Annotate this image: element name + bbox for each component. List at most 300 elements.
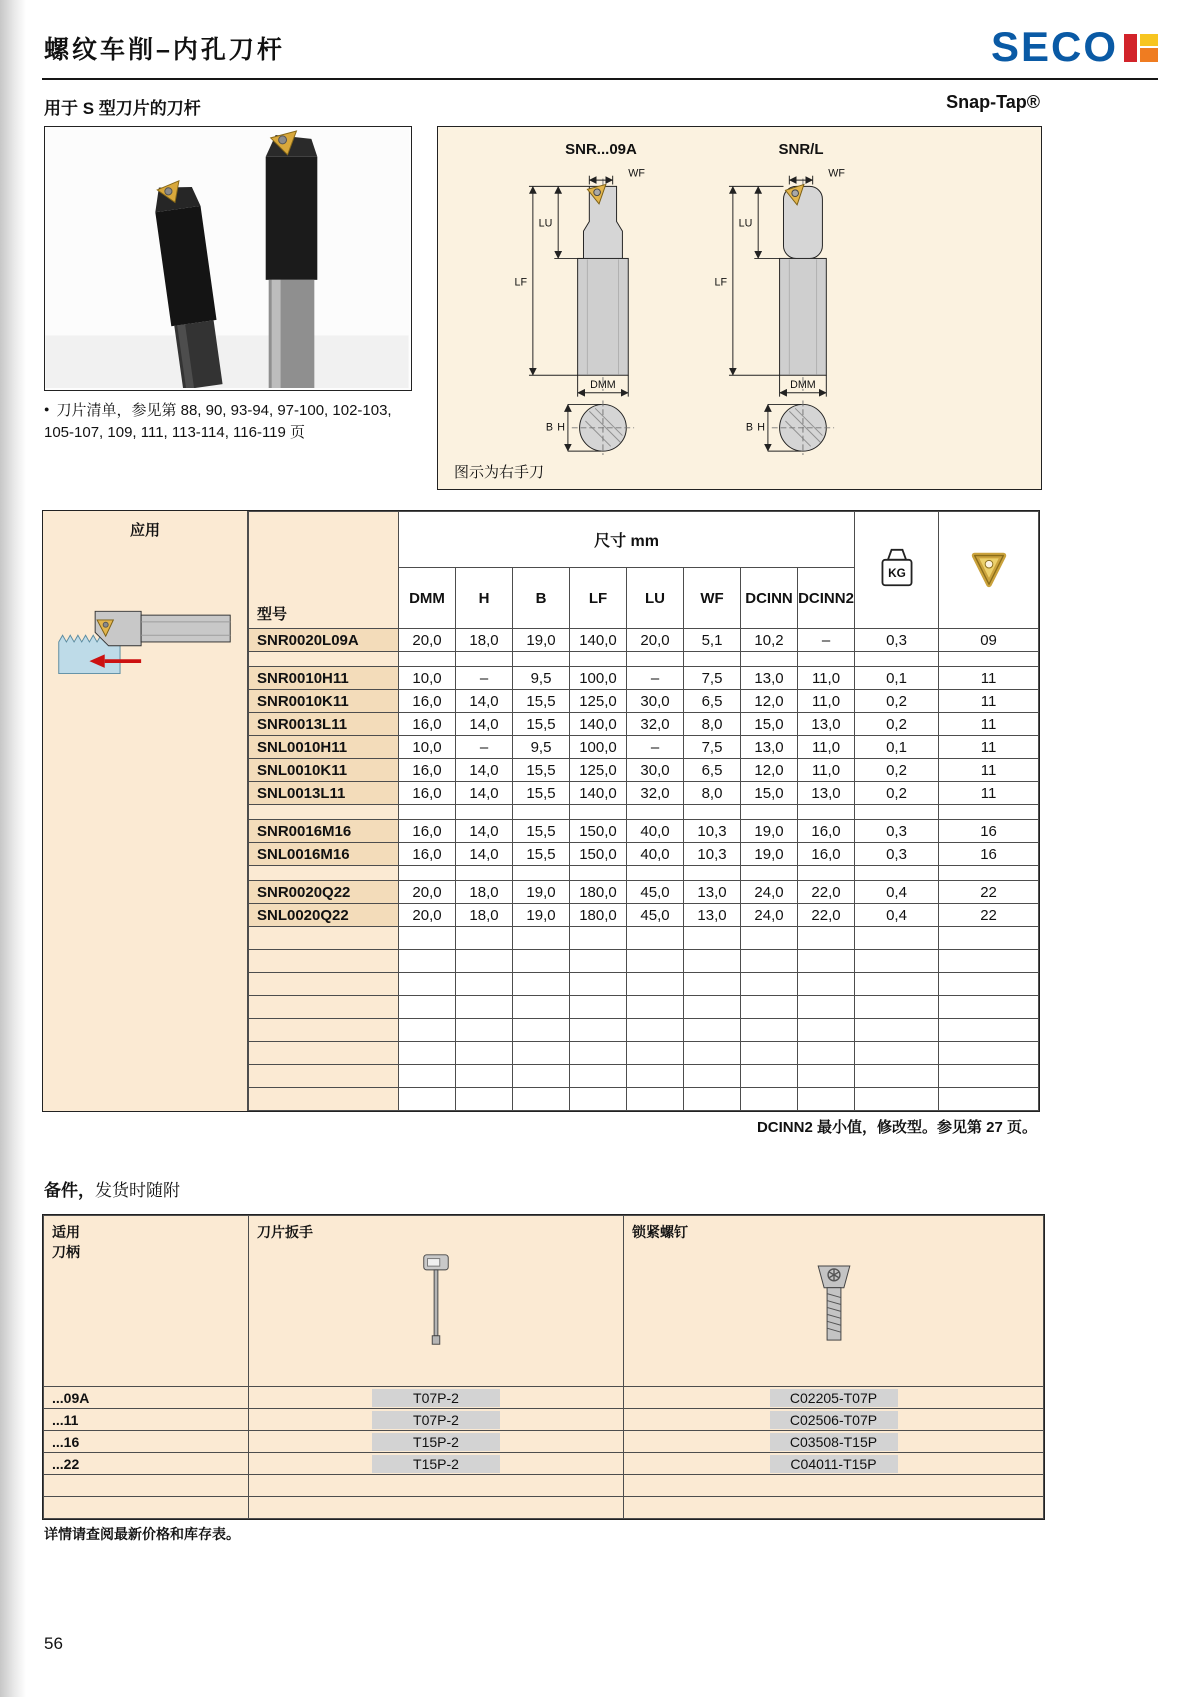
dim-cell	[939, 1042, 1039, 1065]
dim-cell	[513, 805, 570, 820]
model-cell	[249, 805, 399, 820]
dim-cell	[513, 973, 570, 996]
tool-drawing-left	[501, 165, 701, 457]
dim-cell	[741, 927, 798, 950]
dim-cell: 13,0	[684, 881, 741, 904]
dim-cell	[798, 1042, 855, 1065]
insert-size-cell: 11	[939, 690, 1039, 713]
weight-cell: 0,2	[855, 759, 939, 782]
dim-cell	[570, 973, 627, 996]
model-cell	[249, 996, 399, 1019]
insert-size-cell: 11	[939, 782, 1039, 805]
model-cell: SNR0010K11	[249, 690, 399, 713]
insert-size-cell: 22	[939, 881, 1039, 904]
model-cell	[249, 927, 399, 950]
dim-cell: 13,0	[684, 904, 741, 927]
dim-cell: 10,2	[741, 629, 798, 652]
weight-cell: 0,2	[855, 690, 939, 713]
dim-cell	[399, 1088, 456, 1111]
dim-cell	[627, 866, 684, 881]
empty-row	[249, 973, 1039, 996]
holder-column-header	[44, 1216, 249, 1387]
dim-cell	[513, 996, 570, 1019]
dim-cell	[855, 996, 939, 1019]
footer-note: 详情请查阅最新价格和库存表。	[44, 1526, 240, 1542]
dim-cell: 30,0	[627, 690, 684, 713]
empty-row	[249, 996, 1039, 1019]
boring-bars-photo	[45, 127, 409, 388]
dim-cell	[855, 1065, 939, 1088]
insert-size-cell: 11	[939, 736, 1039, 759]
dim-cell	[684, 1065, 741, 1088]
insert-size-cell: 11	[939, 713, 1039, 736]
table-row	[249, 904, 1039, 927]
dim-cell	[513, 927, 570, 950]
accessory-empty-row	[44, 1475, 1044, 1497]
model-cell	[249, 1088, 399, 1111]
dim-cell: 24,0	[741, 881, 798, 904]
dim-cell: 9,5	[513, 667, 570, 690]
dim-cell	[627, 996, 684, 1019]
dim-cell: 14,0	[456, 759, 513, 782]
dim-cell	[741, 652, 798, 667]
accessories-title	[44, 1176, 180, 1201]
dim-cell	[570, 1065, 627, 1088]
weight-cell: 0,3	[855, 629, 939, 652]
holder-cell	[44, 1497, 249, 1519]
dim-cell	[456, 996, 513, 1019]
dim-label-dmm: DMM	[790, 378, 816, 391]
insert-size-cell: 09	[939, 629, 1039, 652]
dim-cell: 45,0	[627, 904, 684, 927]
dim-cell: –	[627, 667, 684, 690]
dim-cell: 8,0	[684, 782, 741, 805]
dim-cell: 8,0	[684, 713, 741, 736]
model-cell	[249, 1019, 399, 1042]
accessory-row	[44, 1453, 1044, 1475]
dim-cell	[399, 996, 456, 1019]
wrench-code: T07P-2	[372, 1389, 500, 1407]
application-drawing	[53, 603, 235, 679]
weight-cell: 0,3	[855, 820, 939, 843]
col-header-dcinn2: DCINN2	[798, 568, 855, 629]
dim-cell	[570, 996, 627, 1019]
model-cell: SNR0020L09A	[249, 629, 399, 652]
dim-cell	[684, 1019, 741, 1042]
dim-cell: 140,0	[570, 713, 627, 736]
dim-cell	[399, 805, 456, 820]
dim-label-b: B	[745, 421, 753, 434]
page-number: 56	[44, 1634, 63, 1653]
tool-drawing-right	[701, 165, 901, 457]
dim-cell: 15,0	[741, 713, 798, 736]
dim-cell: 125,0	[570, 690, 627, 713]
wrench-code: T07P-2	[372, 1411, 500, 1429]
screw-cell	[624, 1475, 1044, 1497]
dim-cell	[513, 1019, 570, 1042]
dim-cell: 20,0	[627, 629, 684, 652]
dim-cell	[939, 927, 1039, 950]
dim-cell: 18,0	[456, 904, 513, 927]
dim-cell: 13,0	[798, 782, 855, 805]
empty-row	[249, 1088, 1039, 1111]
wrench-header-label: 刀片扳手	[257, 1224, 313, 1240]
dim-cell	[456, 1019, 513, 1042]
dim-cell: 140,0	[570, 782, 627, 805]
dim-cell: 22,0	[798, 881, 855, 904]
dim-cell	[570, 866, 627, 881]
accessory-row	[44, 1387, 1044, 1409]
dim-cell: 40,0	[627, 843, 684, 866]
dim-cell: 18,0	[456, 629, 513, 652]
dim-cell	[741, 866, 798, 881]
dim-cell	[798, 973, 855, 996]
bullet-icon: ●	[44, 404, 50, 414]
dim-cell: 100,0	[570, 667, 627, 690]
dim-cell: 16,0	[399, 782, 456, 805]
accessories-title-rest: 发货时随附	[95, 1181, 180, 1200]
kg-weight-icon	[877, 547, 917, 589]
dim-cell: 20,0	[399, 629, 456, 652]
dim-cell	[939, 1065, 1039, 1088]
dim-cell	[513, 950, 570, 973]
dim-cell: 16,0	[399, 820, 456, 843]
dim-cell: 15,5	[513, 782, 570, 805]
dim-cell: 22,0	[798, 904, 855, 927]
dim-cell: 7,5	[684, 667, 741, 690]
empty-row	[249, 950, 1039, 973]
dim-cell: 10,3	[684, 843, 741, 866]
dim-cell: 180,0	[570, 904, 627, 927]
col-header-dcinn: DCINN	[741, 568, 798, 629]
dim-cell: 12,0	[741, 690, 798, 713]
dim-cell	[513, 866, 570, 881]
dim-cell	[855, 927, 939, 950]
dim-label-h: H	[757, 421, 765, 434]
dim-cell: 32,0	[627, 782, 684, 805]
dim-cell	[798, 996, 855, 1019]
dim-cell	[684, 1042, 741, 1065]
dim-cell: 9,5	[513, 736, 570, 759]
spacer-row	[249, 866, 1039, 881]
spacer-row	[249, 805, 1039, 820]
dim-cell	[456, 927, 513, 950]
insert-size-cell: 16	[939, 820, 1039, 843]
dim-cell: 40,0	[627, 820, 684, 843]
accessory-row	[44, 1431, 1044, 1453]
dim-cell	[513, 1065, 570, 1088]
dim-cell	[741, 996, 798, 1019]
dim-cell: 10,0	[399, 736, 456, 759]
dim-cell	[855, 1088, 939, 1111]
product-family-label: Snap-Tap®	[946, 92, 1040, 112]
insert-size-cell: 22	[939, 904, 1039, 927]
dim-cell: 16,0	[399, 690, 456, 713]
dim-cell	[939, 1019, 1039, 1042]
dim-cell: 14,0	[456, 713, 513, 736]
section-subtitle: 用于 S 型刀片的刀杆	[44, 99, 201, 118]
dim-cell	[399, 927, 456, 950]
model-column-header	[249, 512, 399, 629]
dim-cell	[939, 1088, 1039, 1111]
screw-cell	[624, 1497, 1044, 1519]
dim-cell: 150,0	[570, 820, 627, 843]
dim-cell: 20,0	[399, 904, 456, 927]
model-cell: SNL0013L11	[249, 782, 399, 805]
dim-cell	[684, 927, 741, 950]
dim-cell: 19,0	[513, 629, 570, 652]
wrench-cell	[249, 1453, 624, 1475]
screw-code: C02205-T07P	[770, 1389, 898, 1407]
table-row	[249, 667, 1039, 690]
table-row	[249, 690, 1039, 713]
dim-cell	[456, 973, 513, 996]
dim-cell	[570, 805, 627, 820]
dim-cell	[570, 652, 627, 667]
wrench-code: T15P-2	[372, 1455, 500, 1473]
dim-cell: 15,5	[513, 759, 570, 782]
model-cell	[249, 1065, 399, 1088]
model-cell: SNL0016M16	[249, 843, 399, 866]
accessory-empty-row	[44, 1497, 1044, 1519]
weight-cell: 0,4	[855, 881, 939, 904]
empty-row	[249, 927, 1039, 950]
dim-cell	[939, 805, 1039, 820]
dim-cell	[798, 805, 855, 820]
dim-cell: 140,0	[570, 629, 627, 652]
dim-cell	[684, 652, 741, 667]
dim-cell: 14,0	[456, 820, 513, 843]
dim-cell: 13,0	[741, 736, 798, 759]
dim-cell: 11,0	[798, 736, 855, 759]
dim-cell	[939, 866, 1039, 881]
dim-label-wf: WF	[628, 167, 645, 180]
dim-cell	[627, 805, 684, 820]
dim-cell: 19,0	[513, 904, 570, 927]
dim-cell: 19,0	[513, 881, 570, 904]
dim-cell	[399, 973, 456, 996]
wrench-code: T15P-2	[372, 1433, 500, 1451]
dim-cell	[939, 973, 1039, 996]
insert-column-header	[939, 512, 1039, 629]
dim-cell	[513, 652, 570, 667]
dim-label-lu: LU	[538, 217, 553, 230]
screw-header-label: 锁紧螺钉	[632, 1224, 688, 1240]
dim-label-lf: LF	[714, 276, 728, 289]
dim-cell: 16,0	[399, 843, 456, 866]
dim-cell	[627, 1019, 684, 1042]
dim-cell	[399, 950, 456, 973]
dim-cell	[456, 805, 513, 820]
dim-cell	[684, 996, 741, 1019]
dim-cell: 19,0	[741, 843, 798, 866]
dim-cell	[684, 950, 741, 973]
dim-cell	[741, 973, 798, 996]
table-row	[249, 759, 1039, 782]
dim-cell: 11,0	[798, 667, 855, 690]
holder-cell	[44, 1475, 249, 1497]
dim-cell: 30,0	[627, 759, 684, 782]
dim-cell: 14,0	[456, 690, 513, 713]
torx-wrench-icon	[420, 1252, 452, 1348]
dim-cell: 100,0	[570, 736, 627, 759]
dim-cell: 15,5	[513, 713, 570, 736]
dim-cell: 15,5	[513, 690, 570, 713]
dim-cell	[570, 1019, 627, 1042]
holder-header-line1: 适用	[52, 1224, 80, 1240]
table-row	[249, 881, 1039, 904]
dim-cell	[855, 652, 939, 667]
dim-cell	[627, 1088, 684, 1111]
dim-cell: –	[456, 736, 513, 759]
dim-cell	[399, 866, 456, 881]
weight-cell: 0,4	[855, 904, 939, 927]
dim-cell: –	[627, 736, 684, 759]
header-rule	[42, 78, 1158, 80]
wrench-cell	[249, 1409, 624, 1431]
wrench-cell	[249, 1431, 624, 1453]
dim-label-dmm: DMM	[590, 378, 616, 391]
dim-cell	[570, 927, 627, 950]
dim-cell: 19,0	[741, 820, 798, 843]
dim-cell	[939, 652, 1039, 667]
wrench-cell	[249, 1475, 624, 1497]
weight-cell: 0,2	[855, 713, 939, 736]
wrench-column-header	[249, 1216, 624, 1387]
dim-cell	[570, 950, 627, 973]
dim-cell	[456, 866, 513, 881]
model-cell: SNR0010H11	[249, 667, 399, 690]
screw-code: C02506-T07P	[770, 1411, 898, 1429]
dim-cell: –	[798, 629, 855, 652]
dim-cell: 16,0	[798, 820, 855, 843]
col-header-lu: LU	[627, 568, 684, 629]
dim-cell	[798, 1019, 855, 1042]
wrench-cell	[249, 1387, 624, 1409]
dim-label-wf: WF	[828, 167, 845, 180]
insert-shape-icon	[967, 546, 1011, 590]
col-header-wf: WF	[684, 568, 741, 629]
accessories-table	[42, 1214, 1045, 1520]
insert-size-cell: 16	[939, 843, 1039, 866]
dim-cell: 150,0	[570, 843, 627, 866]
dim-cell	[855, 805, 939, 820]
dim-cell	[399, 1065, 456, 1088]
dim-cell	[513, 1042, 570, 1065]
dim-cell	[939, 950, 1039, 973]
weight-cell: 0,2	[855, 782, 939, 805]
dim-cell	[798, 1088, 855, 1111]
main-table-body	[249, 629, 1039, 1111]
model-header-label: 型号	[257, 606, 288, 623]
dim-cell: 18,0	[456, 881, 513, 904]
accessory-row	[44, 1409, 1044, 1431]
dim-cell	[570, 1042, 627, 1065]
accessories-table-body	[44, 1387, 1044, 1519]
dim-label-b: B	[545, 421, 553, 434]
dim-cell	[798, 1065, 855, 1088]
dim-cell	[798, 927, 855, 950]
dim-cell: –	[456, 667, 513, 690]
empty-row	[249, 1065, 1039, 1088]
model-cell	[249, 652, 399, 667]
dim-cell	[684, 1088, 741, 1111]
dim-cell	[741, 950, 798, 973]
weight-cell: 0,1	[855, 736, 939, 759]
dim-cell: 16,0	[399, 759, 456, 782]
dim-cell	[741, 805, 798, 820]
application-header: 应用	[129, 522, 160, 539]
dim-cell	[570, 1088, 627, 1111]
screw-code: C03508-T15P	[770, 1433, 898, 1451]
application-column	[43, 511, 248, 1111]
model-cell: SNR0020Q22	[249, 881, 399, 904]
dim-cell: 6,5	[684, 690, 741, 713]
dim-cell	[741, 1019, 798, 1042]
dim-cell	[855, 1019, 939, 1042]
insert-list-note	[44, 400, 419, 444]
model-cell: SNL0010H11	[249, 736, 399, 759]
dim-cell	[627, 652, 684, 667]
dim-cell: 24,0	[741, 904, 798, 927]
table-row	[249, 782, 1039, 805]
dim-cell: 13,0	[798, 713, 855, 736]
dim-cell	[741, 1042, 798, 1065]
model-cell	[249, 866, 399, 881]
dim-cell: 16,0	[399, 713, 456, 736]
dim-cell: 7,5	[684, 736, 741, 759]
dim-cell	[456, 1088, 513, 1111]
seco-logo-text: SECO	[990, 23, 1118, 70]
dim-cell	[627, 1042, 684, 1065]
page-edge-shadow	[0, 0, 26, 1697]
dim-cell	[855, 866, 939, 881]
col-header-b: B	[513, 568, 570, 629]
wrench-cell	[249, 1497, 624, 1519]
diagram-caption: 图示为右手刀	[454, 464, 545, 481]
diagram-label-left: SNR...09A	[565, 141, 637, 158]
dim-cell: 16,0	[798, 843, 855, 866]
dim-cell	[855, 1042, 939, 1065]
screw-cell	[624, 1431, 1044, 1453]
screw-code: C04011-T15P	[770, 1455, 898, 1473]
model-cell: SNR0013L11	[249, 713, 399, 736]
dim-cell: 15,5	[513, 843, 570, 866]
model-cell	[249, 950, 399, 973]
insert-size-cell: 11	[939, 667, 1039, 690]
accessories-title-bold: 备件，	[44, 1181, 95, 1200]
dim-cell	[627, 1065, 684, 1088]
dim-cell	[855, 950, 939, 973]
seco-logo	[42, 23, 1158, 70]
holder-header-line2: 刀柄	[52, 1244, 80, 1260]
page-title: 螺纹车削–内孔刀杆	[44, 36, 285, 64]
dim-cell	[855, 973, 939, 996]
dim-cell: 6,5	[684, 759, 741, 782]
dim-label-h: H	[557, 421, 565, 434]
dim-cell: 15,0	[741, 782, 798, 805]
dim-cell	[627, 950, 684, 973]
holder-cell: ...22	[44, 1453, 249, 1475]
dimension-diagram-panel	[437, 126, 1042, 490]
dim-cell	[939, 996, 1039, 1019]
holder-cell: ...09A	[44, 1387, 249, 1409]
dim-cell	[741, 1065, 798, 1088]
empty-row	[249, 1019, 1039, 1042]
accessories-spec-table	[43, 1215, 1044, 1519]
dim-cell	[399, 1042, 456, 1065]
dim-cell	[399, 1019, 456, 1042]
